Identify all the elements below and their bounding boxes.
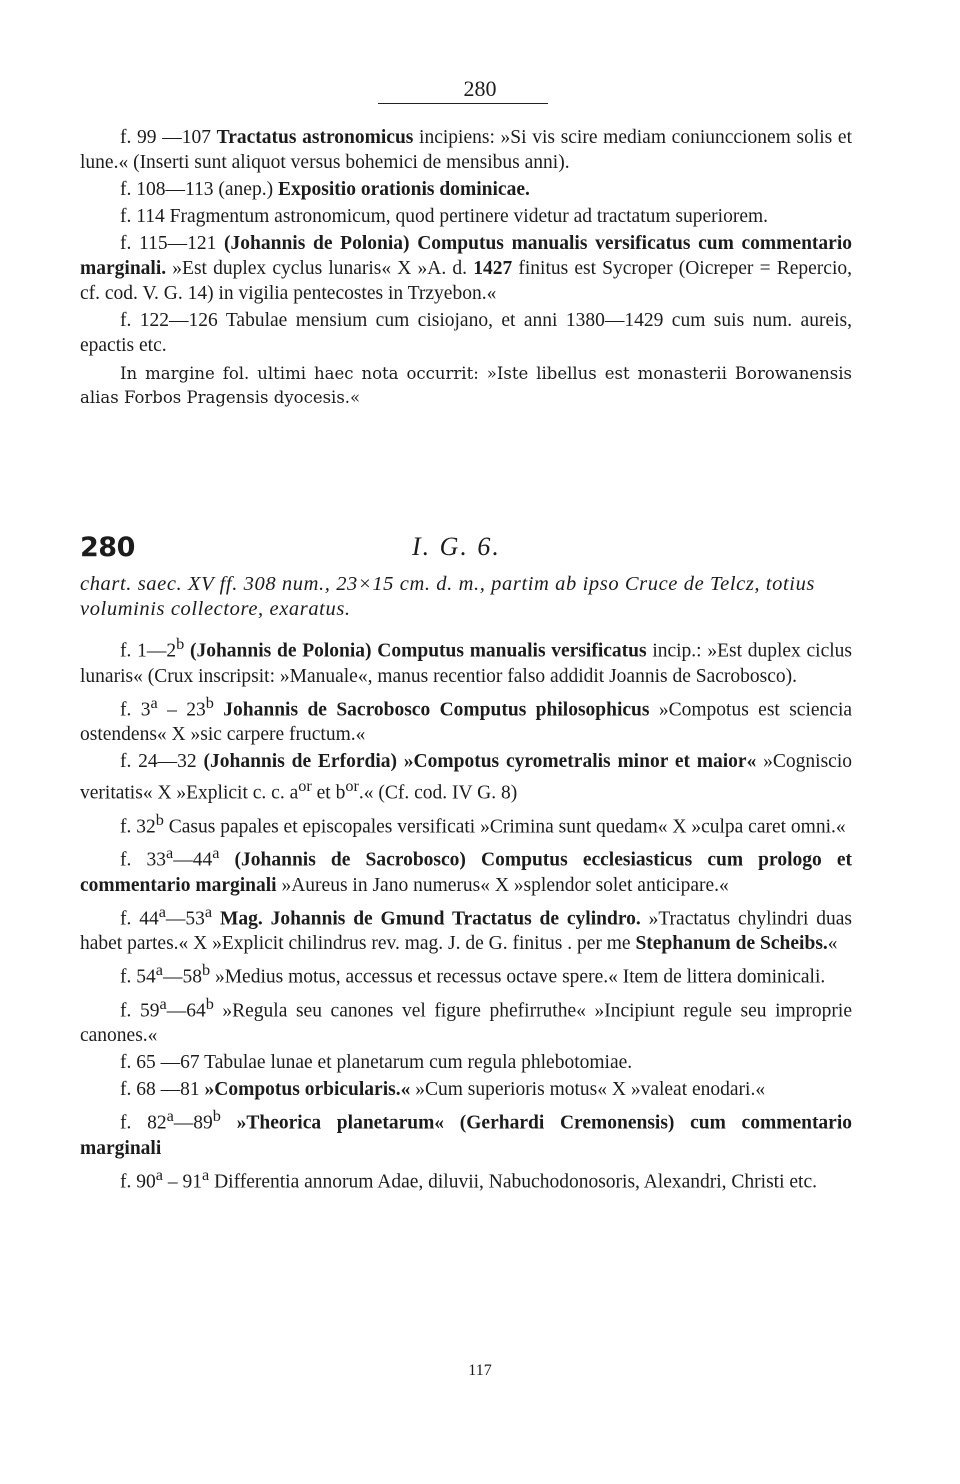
item-9: f. 65 —67 Tabulae lunae et planetarum cum regula phlebotomiae. [120, 1052, 633, 1073]
previous-entry-contents [80, 125, 852, 410]
entry-contents [80, 572, 852, 1194]
item-12: f. 90$^a$ – 91$^a$ Differentia annorum Adae, diluvii, Nabuchodonosoris, Alexandri, Christi etc. [120, 1165, 817, 1192]
entry-number: 280 [80, 532, 135, 563]
folio-number: 117 [468, 1362, 492, 1379]
entry-heading [80, 532, 852, 572]
item-1: f. 1—2$^b$ (Johannis de Polonia) Computus manualis versificatus incip.: »Est duplex ciclus lunaris« (Crux inscripsit: »Manuale«, manus recentior falso addidit Joannis de Sacrobosco). [80, 635, 853, 687]
item-3: f. 24—32 (Johannis de Erfordia) »Compotus cyrometralis minor et maior« »Cogniscio veritatis« X »Explicit c. c. $a^{or}$ et $b^{or}.«$ (Cf. cod. IV G. 8) [80, 751, 852, 804]
shelfmark: I. G. 6. [412, 532, 501, 561]
item-4: f. 32$^b$ Casus papales et episcopales versificati »Crimina sunt quedam« X »culpa caret omni.« [120, 810, 846, 837]
running-head-rule [378, 103, 548, 104]
item-6: f. 44$^a$—53$^a$ Mag. Johannis de Gmund Tractatus de cylindro. »Tractatus chylindri duas habet partes.« X »Explicit chilindrus rev. mag. J. de G. finitus . per me Stephanum de Scheibs.« [80, 902, 852, 954]
item-7: f. 54$^a$—58$^b$ »Medius motus, accessus et recessus octave spere.« Item de littera dominicali. [120, 961, 826, 988]
item-5: f. 33$^a$—44$^a$ (Johannis de Sacrobosco) Computus ecclesiasticus cum prologo et commentario marginali »Aureus in Jano numerus« X »splendor solet anticipare.« [80, 844, 852, 896]
running-head-page-number: 280 [463, 76, 497, 101]
item-expositio-orationis: f. 108—113 (anep.) Expositio orationis dominicae. [120, 179, 530, 200]
item-tractatus-astronomicus: f. 99 —107 Tractatus astronomicus incipiens: »Si vis scire mediam coniunccionem solis et lune.« (Inserti sunt aliquot versus bohemici de mensibus anni). [80, 127, 852, 173]
item-11: f. 82$^a$—89$^b$ »Theorica planetarum« (Gerhardi Cremonensis) cum commentario marginali [80, 1107, 853, 1159]
physical-description: chart. saec. XV ff. 308 num., 23×15 cm. d. m., partim ab ipso Cruce de Telcz, totius voluminis collectore, exaratus. [80, 573, 816, 620]
spacer [80, 622, 852, 632]
item-computus-manualis: f. 115—121 (Johannis de Polonia) Computus manualis versificatus cum commentario marginali. »Est duplex cyclus lunaris« X »A. d. 1427 finitus est Sycroper (Oicreper = Repercio, cf. cod. V. G. 14) in vigilia pentecostes in Trzyebon.« [80, 233, 853, 304]
item-fragmentum-astronomicum: f. 114 Fragmentum astronomicum, quod pertinere videtur ad tractatum superiorem. [120, 206, 769, 227]
item-tabulae-mensium: f. 122—126 Tabulae mensium cum cisiojano, et anni 1380—1429 cum suis num. aureis, epactis etc. [80, 310, 852, 356]
item-10: f. 68 —81 »Compotus orbicularis.« »Cum superioris motus« X »valeat enodari.« [120, 1079, 766, 1100]
item-2: f. 3$^a$ – 23$^b$ Johannis de Sacrobosco Computus philosophicus »Compotus est sciencia ostendens« X »sic carpere fructum.« [80, 693, 853, 745]
item-8: f. 59$^a$—64$^b$ »Regula seu canones vel figure phefirruthe« »Incipiunt regule seu improprie canones.« [80, 994, 852, 1046]
marginal-note: In margine fol. ultimi haec nota occurrit: »Iste libellus est monasterii Borowanensis alias Forbos Pragensis dyocesis.« [80, 364, 852, 407]
